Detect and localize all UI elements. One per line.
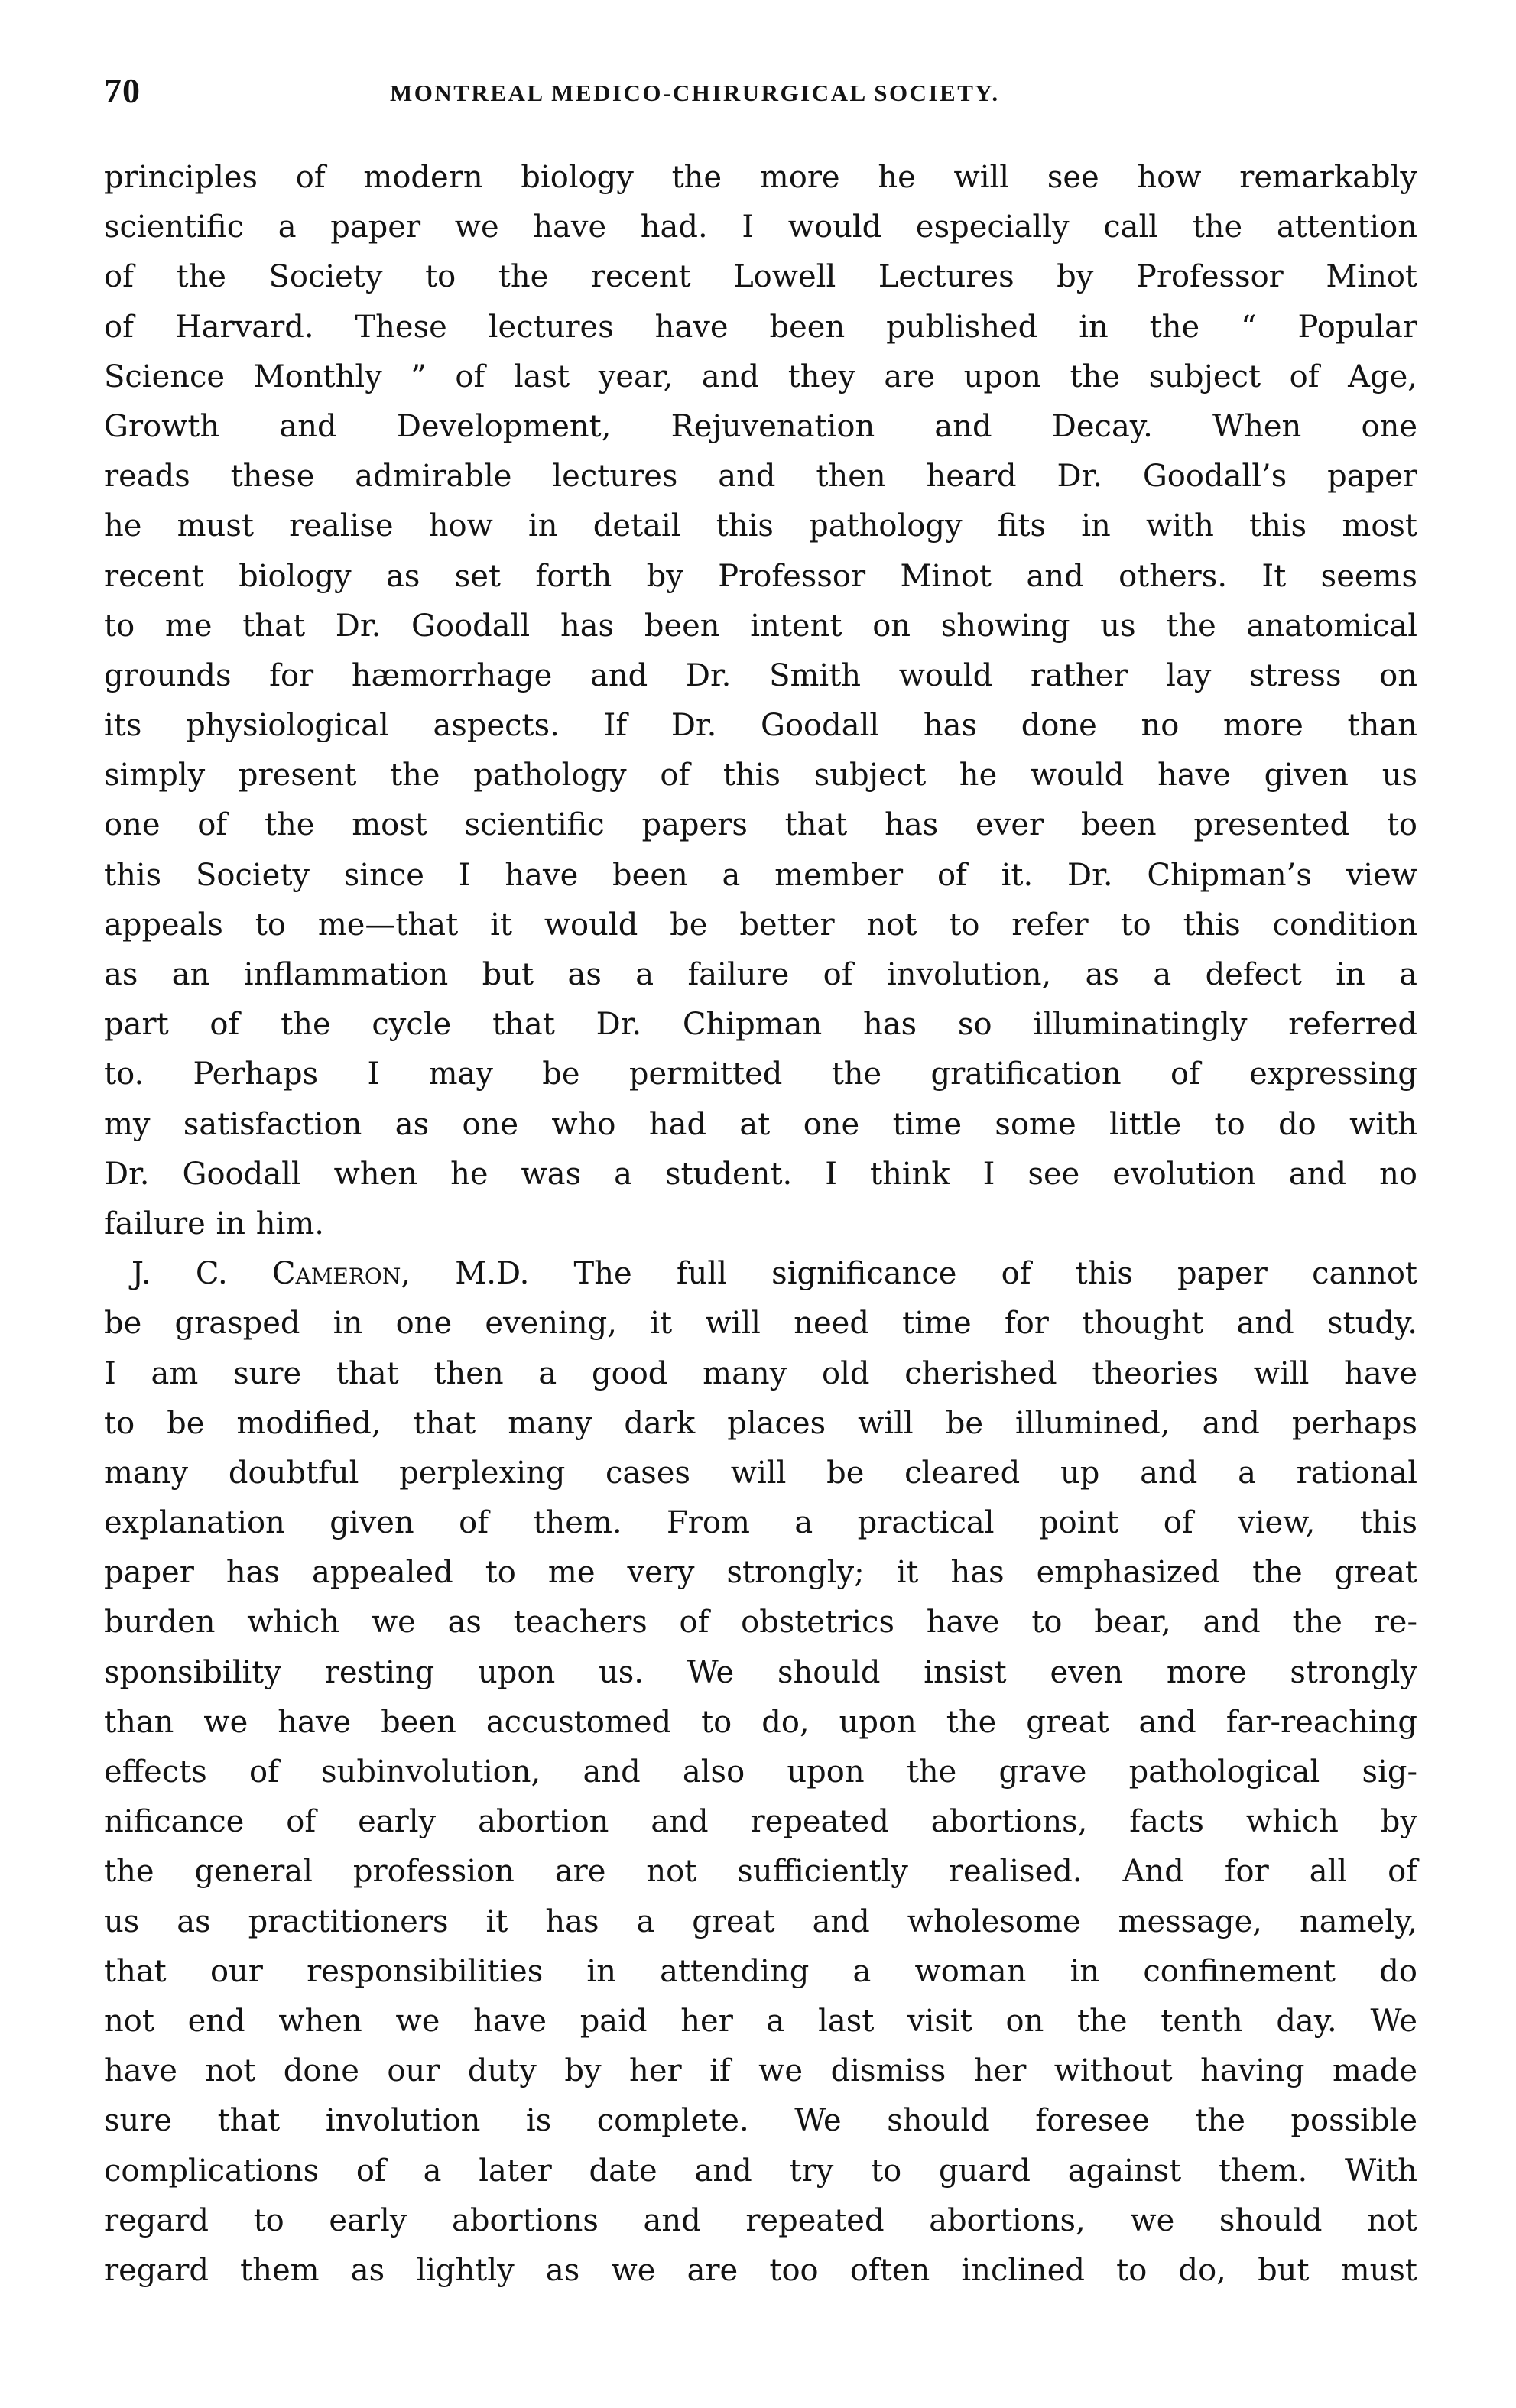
text-line: to be modified, that many dark places will be illumined, and perhaps (104, 1405, 1417, 1441)
text-line: appeals to me—that it would be better not to refer to this condition (104, 907, 1417, 943)
text-line: failure in him. (104, 1206, 324, 1241)
text-line: burden which we as teachers of obstetrics have to bear, and the re- (104, 1605, 1417, 1640)
text-line: this Society since I have been a member of it. Dr. Chipman’s view (104, 857, 1417, 893)
paragraph-1 (104, 153, 1417, 1249)
text-line: effects of subinvolution, and also upon the grave pathological sig- (104, 1754, 1417, 1790)
speaker-name: J. C. Cameron, M.D. (131, 1256, 530, 1292)
text-line: of Harvard. These lectures have been published in the “ Popular (104, 309, 1417, 345)
text-line: I am sure that then a good many old cherished theories will have (104, 1355, 1417, 1391)
text-line: paper has appealed to me very strongly; it has emphasized the great (104, 1555, 1417, 1591)
text-line: nificance of early abortion and repeated abortions, facts which by (104, 1804, 1417, 1840)
body-text (104, 153, 1417, 2296)
text-line: grounds for hæmorrhage and Dr. Smith would rather lay stress on (104, 657, 1417, 693)
text-line: to. Perhaps I may be permitted the gratification of expressing (104, 1056, 1417, 1092)
text-line: have not done our duty by her if we dismiss her without having made (104, 2053, 1417, 2089)
text-line: regard them as lightly as we are too often inclined to do, but must (104, 2252, 1417, 2288)
text-line: my satisfaction as one who had at one time some little to do with (104, 1106, 1417, 1142)
text-line: recent biology as set forth by Professor Minot and others. It seems (104, 558, 1417, 594)
text-line: its physiological aspects. If Dr. Goodall has done no more than (104, 708, 1417, 744)
text-line: many doubtful perplexing cases will be cleared up and a rational (104, 1455, 1417, 1491)
text-line: sure that involution is complete. We should foresee the possible (104, 2103, 1417, 2139)
text-line: to me that Dr. Goodall has been intent on showing us the anatomical (104, 608, 1417, 644)
text-line: explanation given of them. From a practical point of view, this (104, 1505, 1417, 1541)
speaker-line-text: The full significance of this paper cannot (573, 1256, 1418, 1292)
text-line: one of the most scientific papers that has ever been presented to (104, 807, 1417, 843)
text-line: Science Monthly ” of last year, and they are upon the subject of Age, (104, 359, 1417, 394)
page-number: 70 (104, 71, 141, 110)
text-line: regard to early abortions and repeated abortions, we should not (104, 2202, 1417, 2238)
text-line: scientific a paper we have had. I would especially call the attention (104, 209, 1417, 245)
text-line: part of the cycle that Dr. Chipman has so illuminatingly referred (104, 1007, 1417, 1043)
text-line: not end when we have paid her a last visit on the tenth day. We (104, 2003, 1417, 2039)
text-line: he must realise how in detail this pathology fits in with this most (104, 508, 1417, 544)
speaker-line (104, 1249, 1417, 1299)
text-line: that our responsibilities in attending a woman in confinement do (104, 1953, 1417, 1989)
text-line: as an inflammation but as a failure of involution, as a defect in a (104, 957, 1417, 992)
text-line: Growth and Development, Rejuvenation and Decay. When one (104, 408, 1417, 444)
text-line: sponsibility resting upon us. We should insist even more strongly (104, 1654, 1417, 1690)
text-line: us as practitioners it has a great and wholesome message, namely, (104, 1903, 1417, 1939)
text-line: Dr. Goodall when he was a student. I think I see evolution and no (104, 1156, 1417, 1192)
text-line: simply present the pathology of this subject he would have given us (104, 758, 1417, 793)
text-line: reads these admirable lectures and then heard Dr. Goodall’s paper (104, 459, 1417, 495)
text-line: than we have been accustomed to do, upon the great and far-reaching (104, 1704, 1417, 1740)
paragraph-2 (104, 1249, 1417, 2296)
page-header (99, 70, 1414, 116)
text-line: complications of a later date and try to guard against them. With (104, 2153, 1417, 2189)
text-line: be grasped in one evening, it will need time for thought and study. (104, 1306, 1417, 1342)
running-head: MONTREAL MEDICO-CHIRURGICAL SOCIETY. (390, 80, 1000, 106)
text-line: the general profession are not sufficiently realised. And for all of (104, 1854, 1417, 1890)
text-line: of the Society to the recent Lowell Lectures by Professor Minot (104, 259, 1417, 295)
text-line: principles of modern biology the more he will see how remarkably (104, 160, 1417, 195)
